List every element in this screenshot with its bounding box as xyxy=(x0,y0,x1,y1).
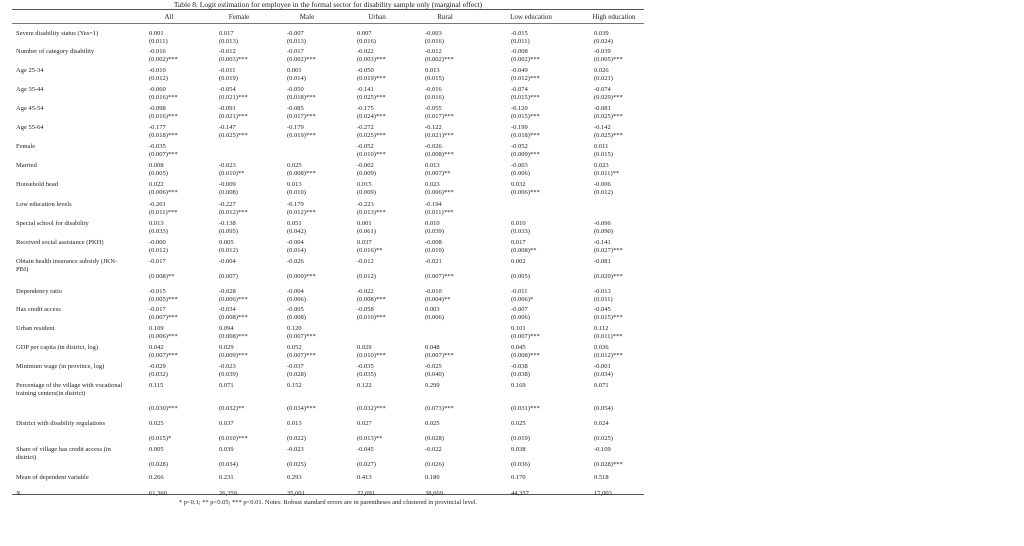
column-header: All xyxy=(164,13,174,21)
row-label: Percentage of the village with vocational training centers(in district) xyxy=(16,382,123,397)
row-label: Dependency ratio xyxy=(16,288,63,295)
table-cell: 0.011 (0.015) xyxy=(594,143,613,158)
table-cell: -0.004 (0.007) xyxy=(219,258,238,280)
table-cell: -0.013 (0.011) xyxy=(594,288,613,303)
table-cell: 0.266 xyxy=(149,474,164,481)
table-cell: -0.017 (0.008)** xyxy=(149,258,175,280)
table-cell: 0.013 (0.033) xyxy=(149,220,168,235)
table-cell: 0.039 (0.024) xyxy=(594,30,613,45)
table-cell: 44,357 xyxy=(511,490,529,497)
table-cell: 0.015 (0.009) xyxy=(357,181,376,196)
table-cell: -0.017 (0.002)*** xyxy=(287,48,316,63)
row-label: Mean of dependent variable xyxy=(16,474,89,481)
table-cell: 0.001 (0.011) xyxy=(149,30,168,45)
table-cell: 0.037 (0.010)*** xyxy=(219,420,248,442)
table-cell: -0.074 (0.015)*** xyxy=(511,86,540,101)
table-cell: -0.074 (0.029)*** xyxy=(594,86,623,101)
table-cell: 0.022 (0.006)*** xyxy=(149,181,178,196)
table-cell: 0.042 (0.007)*** xyxy=(149,344,178,359)
table-cell: -0.199 (0.018)*** xyxy=(511,124,540,139)
table-cell: -0.179 (0.019)*** xyxy=(287,124,316,139)
table-cell: -0.016 (0.002)*** xyxy=(149,48,178,63)
table-cell: -0.023 (0.010)** xyxy=(219,162,245,177)
table-cell: -0.012 (0.003)*** xyxy=(219,48,248,63)
table-cell: -0.015 (0.011) xyxy=(511,30,530,45)
table-cell: -0.052 (0.009)*** xyxy=(511,143,540,158)
row-label: N xyxy=(16,490,21,497)
table-cell: 0.003 (0.006) xyxy=(425,306,444,321)
table-note: * p<0.1; ** p<0.05; *** p<0.01. Notes: Robust standard errors are in parentheses and clustered in provincial level. xyxy=(178,499,478,506)
table-cell: -0.045 (0.027) xyxy=(357,446,376,468)
table-cell: -0.052 (0.010)*** xyxy=(357,143,386,158)
table-cell: -0.037 (0.028) xyxy=(287,363,306,378)
table-cell: 0.413 xyxy=(357,474,372,481)
table-cell: 0.048 (0.007)*** xyxy=(425,344,454,359)
column-header: Rural xyxy=(437,13,453,21)
column-header: Male xyxy=(299,13,315,21)
table-cell: -0.034 (0.008)*** xyxy=(219,306,248,321)
table-cell: 0.051 (0.042) xyxy=(287,220,306,235)
row-label: Has credit access xyxy=(16,306,61,313)
table-cell: -0.022 (0.008)*** xyxy=(357,288,386,303)
table-cell: 0.023 (0.011)** xyxy=(594,162,620,177)
table-cell: 0.122 (0.032)*** xyxy=(357,382,386,412)
row-label: Special school for disability xyxy=(16,220,89,227)
table-cell: 0.026 (0.021) xyxy=(594,67,613,82)
row-label: Age 35-44 xyxy=(16,86,44,93)
table-title: Table 8. Logit estimation for employee in the formal sector for disability sample only (marginal effect) xyxy=(173,0,483,9)
row-label: Received social assistance (PKH) xyxy=(16,239,104,246)
table-cell: -0.010 (0.004)** xyxy=(425,288,451,303)
table-cell: -0.272 (0.025)*** xyxy=(357,124,386,139)
table-cell: -0.194 (0.011)*** xyxy=(425,201,454,216)
table-cell: -0.223 (0.013)*** xyxy=(357,201,386,216)
table-cell: -0.026 (0.009)*** xyxy=(287,258,316,280)
table-cell: -0.011 (0.019) xyxy=(219,67,238,82)
row-label: Age 55-64 xyxy=(16,124,44,131)
table-cell: 0.029 (0.010)*** xyxy=(357,344,386,359)
table-cell: -0.054 (0.021)*** xyxy=(219,86,248,101)
table-cell: 0.120 (0.007)*** xyxy=(287,325,316,340)
row-label: Number of category disability xyxy=(16,48,95,55)
table-cell: 0.008 (0.005) xyxy=(149,162,168,177)
table-cell: -0.010 (0.012) xyxy=(149,67,168,82)
table-cell: 0.010 (0.039) xyxy=(425,220,444,235)
table-cell: 0.002 (0.005) xyxy=(511,258,530,280)
table-cell: 35,001 xyxy=(287,490,305,497)
table-cell: -0.035 (0.035) xyxy=(357,363,376,378)
table-cell: -0.175 (0.024)*** xyxy=(357,105,386,120)
table-cell: 0.036 (0.012)*** xyxy=(594,344,623,359)
row-label: Age 25-34 xyxy=(16,67,44,74)
table-cell: 0.052 (0.007)*** xyxy=(287,344,316,359)
table-cell: 0.001 (0.014) xyxy=(287,67,306,82)
row-label: Obtain health insurance subsidy (JKN-PBI) xyxy=(16,258,118,273)
table-cell: -0.096 (0.090) xyxy=(594,220,613,235)
table-cell: -0.026 (0.008)*** xyxy=(425,143,454,158)
table-cell: -0.141 (0.027)*** xyxy=(594,239,623,254)
table-cell: 0.010 (0.033) xyxy=(511,220,530,235)
table-cell: -0.008 (0.010) xyxy=(425,239,444,254)
table-cell: -0.035 (0.007)*** xyxy=(149,143,178,158)
table-cell: 0.025 (0.008)*** xyxy=(287,162,316,177)
table-cell: 0.027 (0.013)** xyxy=(357,420,383,442)
table-cell: 0.024 (0.025) xyxy=(594,420,613,442)
table-cell: -0.085 (0.017)*** xyxy=(287,105,316,120)
table-cell: -0.177 (0.018)*** xyxy=(149,124,178,139)
table-cell: -0.017 (0.007)*** xyxy=(149,306,178,321)
row-label: Urban resident xyxy=(16,325,55,332)
table-cell: -0.028 (0.006)*** xyxy=(219,288,248,303)
table-cell: 0.038 (0.036) xyxy=(511,446,530,468)
table-cell: 0.025 (0.015)* xyxy=(149,420,172,442)
table-cell: -0.021 (0.007)*** xyxy=(425,258,454,280)
table-cell: -0.098 (0.016)*** xyxy=(149,105,178,120)
table-cell: 0.071 (0.054) xyxy=(594,382,613,412)
table-cell: 0.025 (0.028) xyxy=(425,420,444,442)
table-cell: 0.013 (0.007)** xyxy=(425,162,451,177)
table-cell: 0.013 (0.010) xyxy=(287,181,306,196)
table-cell: -0.022 (0.003)*** xyxy=(357,48,386,63)
table-cell: -0.122 (0.021)*** xyxy=(425,124,454,139)
column-header: Urban xyxy=(368,13,386,21)
table-cell: -0.050 (0.018)*** xyxy=(287,86,316,101)
table-cell: -0.003 (0.006) xyxy=(511,162,530,177)
table-cell: -0.227 (0.012)*** xyxy=(219,201,248,216)
column-header-row xyxy=(12,10,644,24)
table-cell: -0.006 (0.012) xyxy=(594,181,613,196)
table-cell: 0.017 (0.013) xyxy=(219,30,238,45)
table-cell: 0.039 (0.034) xyxy=(219,446,238,468)
table-cell: -0.055 (0.017)*** xyxy=(425,105,454,120)
table-cell: -0.201 (0.011)*** xyxy=(149,201,178,216)
table-cell: -0.012 (0.002)*** xyxy=(425,48,454,63)
table-cell: 0.169 (0.031)*** xyxy=(511,382,540,412)
row-label: Household head xyxy=(16,181,59,188)
table-cell: -0.038 (0.038) xyxy=(511,363,530,378)
table-cell: -0.120 (0.015)*** xyxy=(511,105,540,120)
table-cell: 0.005 (0.028) xyxy=(149,446,168,468)
row-label: Severe disability status (Yes=1) xyxy=(16,30,99,37)
table-cell: -0.025 (0.040) xyxy=(425,363,444,378)
table-cell: 0.094 (0.008)*** xyxy=(219,325,248,340)
table-cell: -0.058 (0.010)*** xyxy=(357,306,386,321)
table-cell: -0.039 (0.005)*** xyxy=(594,48,623,63)
row-label: Female xyxy=(16,143,36,150)
table-cell: -0.004 (0.006) xyxy=(287,288,306,303)
table-cell: 0.013 (0.022) xyxy=(287,420,306,442)
table-cell: -0.000 (0.012) xyxy=(149,239,168,254)
table-cell: -0.091 (0.021)*** xyxy=(219,105,248,120)
regression-table xyxy=(12,24,644,497)
table-cell: 0.231 xyxy=(219,474,234,481)
table-cell: -0.029 (0.032) xyxy=(149,363,168,378)
row-label: Low education levels xyxy=(16,201,72,208)
row-label: GDP per capita (in district, log) xyxy=(16,344,99,351)
table-cell: -0.009 (0.008) xyxy=(219,181,238,196)
table-cell: 0.032 (0.006)*** xyxy=(511,181,540,196)
table-cell: -0.023 (0.025) xyxy=(287,446,306,468)
table-cell: -0.011 (0.006)* xyxy=(511,288,534,303)
table-cell: -0.138 (0.095) xyxy=(219,220,238,235)
table-cell: -0.007 (0.013) xyxy=(287,30,306,45)
table-cell: 0.045 (0.008)*** xyxy=(511,344,540,359)
table-cell: -0.109 (0.028)*** xyxy=(594,446,623,468)
table-cell: 0.170 xyxy=(511,474,526,481)
table-cell: 0.007 (0.016) xyxy=(357,30,376,45)
table-cell: -0.022 (0.026) xyxy=(425,446,444,468)
row-label: Age 45-54 xyxy=(16,105,44,112)
table-cell: -0.179 (0.012)*** xyxy=(287,201,316,216)
table-cell: 0.023 (0.006)*** xyxy=(425,181,454,196)
table-cell: -0.008 (0.002)*** xyxy=(511,48,540,63)
table-cell: -0.141 (0.025)*** xyxy=(357,86,386,101)
table-cell: 0.112 (0.011)*** xyxy=(594,325,623,340)
row-label: District with disability regulations xyxy=(16,420,106,427)
table-cell: -0.147 (0.025)*** xyxy=(219,124,248,139)
table-cell: 61,360 xyxy=(149,490,167,497)
table-cell: -0.005 (0.008) xyxy=(287,306,306,321)
table-cell: -0.081 (0.025)*** xyxy=(594,105,623,120)
table-cell: 0.109 (0.006)*** xyxy=(149,325,178,340)
table-cell: 0.180 xyxy=(425,474,440,481)
table-cell: 0.001 (0.061) xyxy=(357,220,376,235)
table-cell: 0.293 xyxy=(287,474,302,481)
column-header: Low education xyxy=(510,13,552,21)
table-cell: -0.016 (0.016) xyxy=(425,86,444,101)
table-cell: 0.101 (0.007)*** xyxy=(511,325,540,340)
table-cell: 0.518 xyxy=(594,474,609,481)
table-cell: -0.002 (0.009) xyxy=(357,162,376,177)
table-cell: 0.017 (0.008)** xyxy=(511,239,537,254)
column-header: High education xyxy=(592,13,636,21)
table-cell: -0.050 (0.019)*** xyxy=(357,67,386,82)
table-cell: 0.115 (0.030)*** xyxy=(149,382,178,412)
row-label: Share of village has credit access (in district) xyxy=(16,446,111,461)
table-cell: -0.003 (0.016) xyxy=(425,30,444,45)
table-cell: 17,003 xyxy=(594,490,612,497)
table-cell: 26,359 xyxy=(219,490,237,497)
table-cell: -0.049 (0.012)*** xyxy=(511,67,540,82)
table-cell: -0.007 (0.006) xyxy=(511,306,530,321)
table-cell: 0.152 (0.034)*** xyxy=(287,382,316,412)
table-cell: 0.029 (0.009)*** xyxy=(219,344,248,359)
table-cell: 0.071 (0.032)** xyxy=(219,382,245,412)
table-cell: -0.142 (0.025)*** xyxy=(594,124,623,139)
table-cell: 0.037 (0.016)** xyxy=(357,239,383,254)
document xyxy=(12,0,644,546)
table-cell: -0.081 (0.020)*** xyxy=(594,258,623,280)
table-cell: -0.015 (0.005)*** xyxy=(149,288,178,303)
table-cell: -0.023 (0.039) xyxy=(219,363,238,378)
table-cell: 0.013 (0.015) xyxy=(425,67,444,82)
table-cell: 38,669 xyxy=(425,490,443,497)
table-cell: -0.001 (0.034) xyxy=(594,363,613,378)
table-cell: 0.299 (0.073)*** xyxy=(425,382,454,412)
row-label: Married xyxy=(16,162,37,169)
row-label: Minimum wage (in province, log) xyxy=(16,363,105,370)
table-cell: -0.012 (0.012) xyxy=(357,258,376,280)
table-cell: -0.060 (0.016)*** xyxy=(149,86,178,101)
column-header: Female xyxy=(228,13,250,21)
table-cell: 22,691 xyxy=(357,490,375,497)
table-cell: -0.045 (0.015)*** xyxy=(594,306,623,321)
table-cell: -0.004 (0.014) xyxy=(287,239,306,254)
table-cell: 0.025 (0.019) xyxy=(511,420,530,442)
table-cell: 0.005 (0.012) xyxy=(219,239,238,254)
